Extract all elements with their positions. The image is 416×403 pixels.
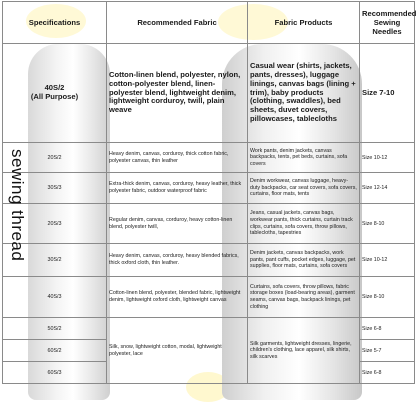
products-cell: Denim workwear, canvas luggage, heavy-duty backpacks, car seat covers, sofa covers, curtains, floor mats, tents — [248, 173, 360, 204]
fabric-cell: Cotton-linen blend, polyester, blended fabric, lightweight denim, lightweight oxford cloth, lightweight canvas — [107, 277, 248, 318]
fabric-cell: Heavy denim, canvas, corduroy, thick cotton fabric, polyester canvas, thin leather — [107, 143, 248, 173]
table-row — [3, 173, 415, 204]
spec-value: 40S/2 — [44, 83, 65, 93]
spec-cell: 30S/2 — [3, 244, 107, 277]
products-cell: Casual wear (shirts, jackets, pants, dresses), luggage linings, canvas bags (lining + trim), baby products (clothing, swaddles), bed sheets, duvet covers, pillowcases, tablecloths — [248, 44, 360, 143]
products-cell: Work pants, denim jackets, canvas backpacks, tents, pet beds, curtains, sofa covers — [248, 143, 360, 173]
needle-cell: Size 6-8 — [360, 318, 415, 340]
needle-cell: Size 5-7 — [360, 340, 415, 362]
spec-cell — [3, 44, 107, 143]
spec-cell: 30S/3 — [3, 173, 107, 204]
side-label: sewing thread — [8, 148, 27, 262]
needle-cell: Size 10-12 — [360, 244, 415, 277]
fabric-cell: Regular denim, canvas, corduroy, heavy cotton-linen blend, polyester twill, — [107, 204, 248, 244]
header-specifications: Specifications — [3, 2, 107, 44]
needle-cell: Size 8-10 — [360, 277, 415, 318]
spec-cell: 60S/2 — [3, 340, 107, 362]
table-row — [3, 318, 415, 340]
header-recommended-needles: Recommended Sewing Needles — [360, 2, 415, 44]
header-recommended-fabric: Recommended Fabric — [107, 2, 248, 44]
spec-subtitle: (All Purpose) — [30, 92, 79, 101]
spec-cell: 50S/2 — [3, 318, 107, 340]
spec-cell: 60S/3 — [3, 362, 107, 384]
spec-cell: 40S/3 — [3, 277, 107, 318]
fabric-cell: Extra-thick denim, canvas, corduroy, heavy leather, thick polyester fabric, outdoor waterproof fabric — [107, 173, 248, 204]
table-row — [3, 277, 415, 318]
table-row — [3, 244, 415, 277]
fabric-cell: Cotton-linen blend, polyester, nylon, cotton-polyester blend, linen-polyester blend, lightweight denim, lightweight corduroy, twill, plain weave — [107, 44, 248, 143]
needle-cell: Size 12-14 — [360, 173, 415, 204]
header-fabric-products: Fabric Products — [248, 2, 360, 44]
needle-cell: Size 6-8 — [360, 362, 415, 384]
spec-cell: 20S/3 — [3, 204, 107, 244]
fabric-cell: Heavy denim, canvas, corduroy, heavy blended fabrics, thick oxford cloth, thin leather. — [107, 244, 248, 277]
products-cell: Curtains, sofa covers, throw pillows, fabric storage boxes (load-bearing areas), garment seams, canvas bags, backpack linings, pet clothing — [248, 277, 360, 318]
needle-cell: Size 10-12 — [360, 143, 415, 173]
needle-cell: Size 7-10 — [360, 44, 415, 143]
fabric-cell: Silk, snow, lightweight cotton, modal, lightweight polyester, lace — [107, 318, 248, 384]
table-row-all-purpose — [3, 44, 415, 143]
products-cell: Silk garments, lightweight dresses, lingerie, children's clothing, lace apparel, silk shirts, silk scarves — [248, 318, 360, 384]
table-row — [3, 204, 415, 244]
spec-cell: 20S/2 — [3, 143, 107, 173]
products-cell: Denim jackets, canvas backpacks, work pants, pant cuffs, pocket edges, luggage, pet supplies, floor mats, curtains, sofa covers — [248, 244, 360, 277]
needle-cell: Size 8-10 — [360, 204, 415, 244]
thread-spec-table — [2, 1, 415, 384]
products-cell: Jeans, casual jackets, canvas bags, workwear pants, thick curtains, curtain track clips, curtains, sofa covers, throw pillows, tablecloths, tapestries — [248, 204, 360, 244]
header-row — [3, 2, 415, 44]
table-row — [3, 143, 415, 173]
